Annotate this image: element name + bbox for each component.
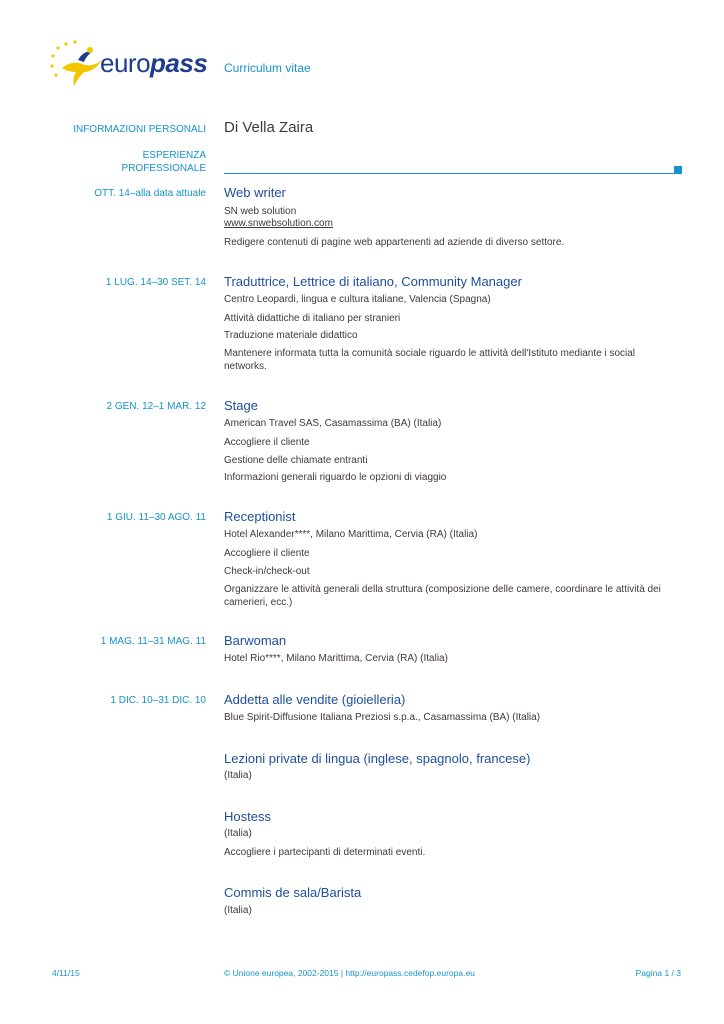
- candidate-name: Di Vella Zaira: [224, 119, 314, 136]
- footer-date: 4/11/15: [52, 968, 80, 978]
- job-dates: 1 GIU. 11–30 AGO. 11: [106, 512, 206, 523]
- job-title: Hostess: [224, 809, 271, 824]
- job-detail: Traduzione materiale didattico: [224, 330, 358, 341]
- job-employer: Blue Spirit-Diffusione Italiana Preziosi s.p.a., Casamassima (BA) (Italia): [224, 712, 541, 723]
- job-detail: Check-in/check-out: [224, 566, 310, 577]
- job-detail: Accogliere il cliente: [224, 548, 310, 559]
- job-employer: (Italia): [224, 770, 252, 781]
- experience-section-label: ESPERIENZA PROFESSIONALE: [121, 150, 206, 174]
- footer-page-number: Pagina 1 / 3: [635, 968, 681, 978]
- job-detail: Organizzare le attività generali della struttura (composizione delle camere, coordinare le attività dei camerieri, ecc.): [224, 584, 661, 608]
- europass-logo: [48, 38, 223, 90]
- job-dates: 2 GEN. 12–1 MAR. 12: [106, 401, 206, 412]
- job-dates: OTT. 14–alla data attuale: [94, 188, 206, 199]
- job-employer: American Travel SAS, Casamassima (BA) (Italia): [224, 418, 442, 429]
- job-dates: 1 MAG. 11–31 MAG. 11: [100, 636, 206, 647]
- job-detail: Informazioni generali riguardo le opzioni di viaggio: [224, 472, 447, 483]
- job-detail: Redigere contenuti di pagine web appartenenti ad aziende di diverso settore.: [224, 237, 565, 248]
- job-dates: 1 LUG. 14–30 SET. 14: [105, 277, 206, 288]
- section-marker: [674, 166, 682, 174]
- job-title: Stage: [224, 398, 258, 413]
- job-title: Lezioni private di lingua (inglese, spagnolo, francese): [224, 751, 531, 766]
- job-detail: Gestione delle chiamate entranti: [224, 455, 368, 466]
- europass-wordmark: europass: [100, 48, 208, 78]
- job-title: Addetta alle vendite (gioielleria): [224, 692, 406, 707]
- job-title: Traduttrice, Lettrice di italiano, Community Manager: [224, 274, 522, 289]
- job-title: Commis de sala/Barista: [224, 885, 362, 900]
- section-divider: [224, 173, 674, 174]
- website-link-text[interactable]: www.snwebsolution.com: [224, 218, 333, 229]
- job-employer: (Italia): [224, 828, 252, 839]
- job-employer: SN web solution: [224, 206, 297, 217]
- employer-website-link[interactable]: [224, 218, 674, 231]
- job-employer: Centro Leopardi, lingua e cultura italiane, Valencia (Spagna): [224, 294, 491, 305]
- job-dates: 1 DIC. 10–31 DIC. 10: [110, 695, 206, 706]
- job-title: Barwoman: [224, 633, 287, 648]
- job-employer: (Italia): [224, 905, 252, 916]
- footer-copyright: © Unione europea, 2002-2015 | http://europass.cedefop.europa.eu: [224, 968, 475, 978]
- job-detail: Accogliere il cliente: [224, 437, 310, 448]
- job-title: Web writer: [224, 185, 286, 200]
- job-detail: Mantenere informata tutta la comunità sociale riguardo le attività dell'Istituto mediante i social networks.: [224, 348, 636, 372]
- personal-info-label: INFORMAZIONI PERSONALI: [73, 124, 206, 135]
- job-title: Receptionist: [224, 509, 296, 524]
- job-detail: Attività didattiche di italiano per stranieri: [224, 313, 401, 324]
- job-employer: Hotel Rio****, Milano Marittima, Cervia (RA) (Italia): [224, 653, 448, 664]
- document-title: Curriculum vitae: [224, 61, 311, 75]
- job-detail: Accogliere i partecipanti di determinati eventi.: [224, 847, 426, 858]
- job-employer: Hotel Alexander****, Milano Marittima, Cervia (RA) (Italia): [224, 529, 478, 540]
- europass-star-figure-icon: [48, 38, 108, 90]
